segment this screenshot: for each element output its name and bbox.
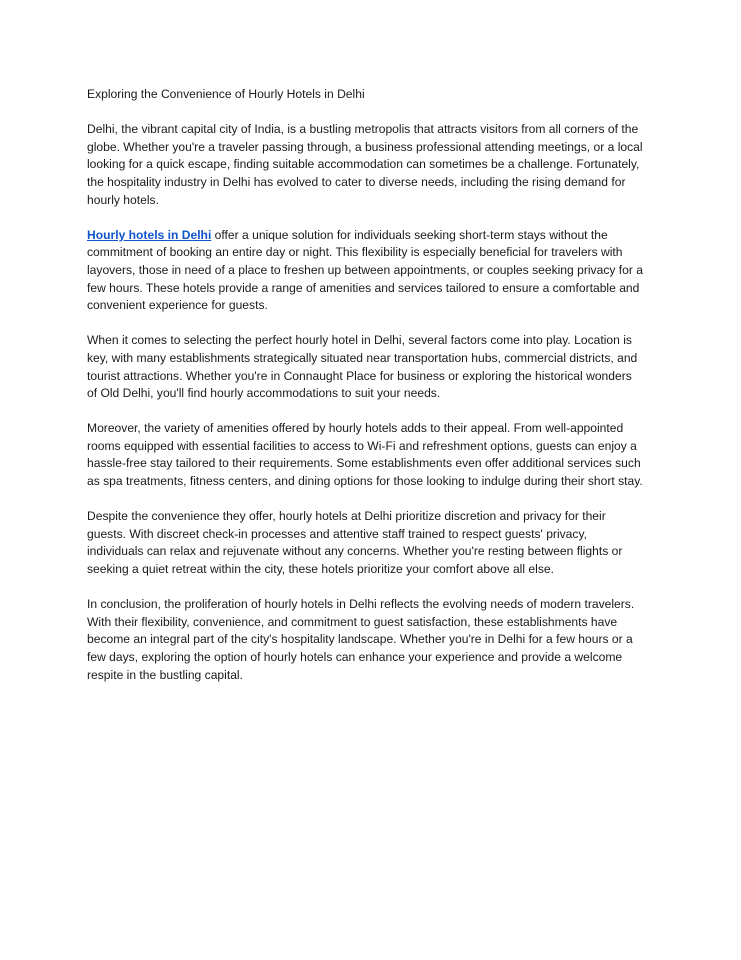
paragraph-hourly-hotels-text: offer a unique solution for individuals seeking short-term stays without the commitment of booking an entire day or night. This flexibility is especially beneficial for travelers with layovers, those in need of a place to freshen up between appointments, or couples seeking privacy for a few hours. These hotels provide a range of amenities and services tailored to ensure a comfortable and convenient experience for guests. [87, 227, 643, 313]
paragraph-hourly-hotels [87, 227, 643, 315]
document-title: Exploring the Convenience of Hourly Hotels in Delhi [87, 87, 365, 101]
paragraph-conclusion: In conclusion, the proliferation of hourly hotels in Delhi reflects the evolving needs of modern travelers. With their flexibility, convenience, and commitment to guest satisfaction, these establishments have become an integral part of the city's hospitality landscape. Whether you're in Delhi for a few hours or a few days, exploring the option of hourly hotels can enhance your experience and provide a welcome respite in the bustling capital. [87, 597, 635, 682]
paragraph-privacy: Despite the convenience they offer, hourly hotels at Delhi prioritize discretion and privacy for their guests. With discreet check-in processes and attentive staff trained to respect guests' privacy, individuals can relax and rejuvenate without any concerns. Whether you're resting between flights or seeking a quiet retreat within the city, these hotels prioritize your comfort above all else. [87, 509, 623, 577]
hourly-hotels-link[interactable]: Hourly hotels in Delhi [87, 227, 212, 242]
paragraph-location: When it comes to selecting the perfect hourly hotel in Delhi, several factors come into play. Location is key, with many establishments strategically situated near transportation hubs, commercial districts, and tourist attractions. Whether you're in Connaught Place for business or exploring the historical wonders of Old Delhi, you'll find hourly accommodations to suit your needs. [87, 333, 638, 401]
document-body [87, 86, 643, 702]
paragraph-intro: Delhi, the vibrant capital city of India, is a bustling metropolis that attracts visitors from all corners of the globe. Whether you're a traveler passing through, a business professional attending meetings, or a local looking for a quick escape, finding suitable accommodation can sometimes be a challenge. Fortunately, the hospitality industry in Delhi has evolved to cater to diverse needs, including the rising demand for hourly hotels. [87, 122, 643, 207]
paragraph-amenities: Moreover, the variety of amenities offered by hourly hotels adds to their appeal. From well-appointed rooms equipped with essential facilities to access to Wi-Fi and refreshment options, guests can enjoy a hassle-free stay tailored to their requirements. Some establishments even offer additional services such as spa treatments, fitness centers, and dining options for those looking to indulge during their short stay. [87, 421, 643, 489]
